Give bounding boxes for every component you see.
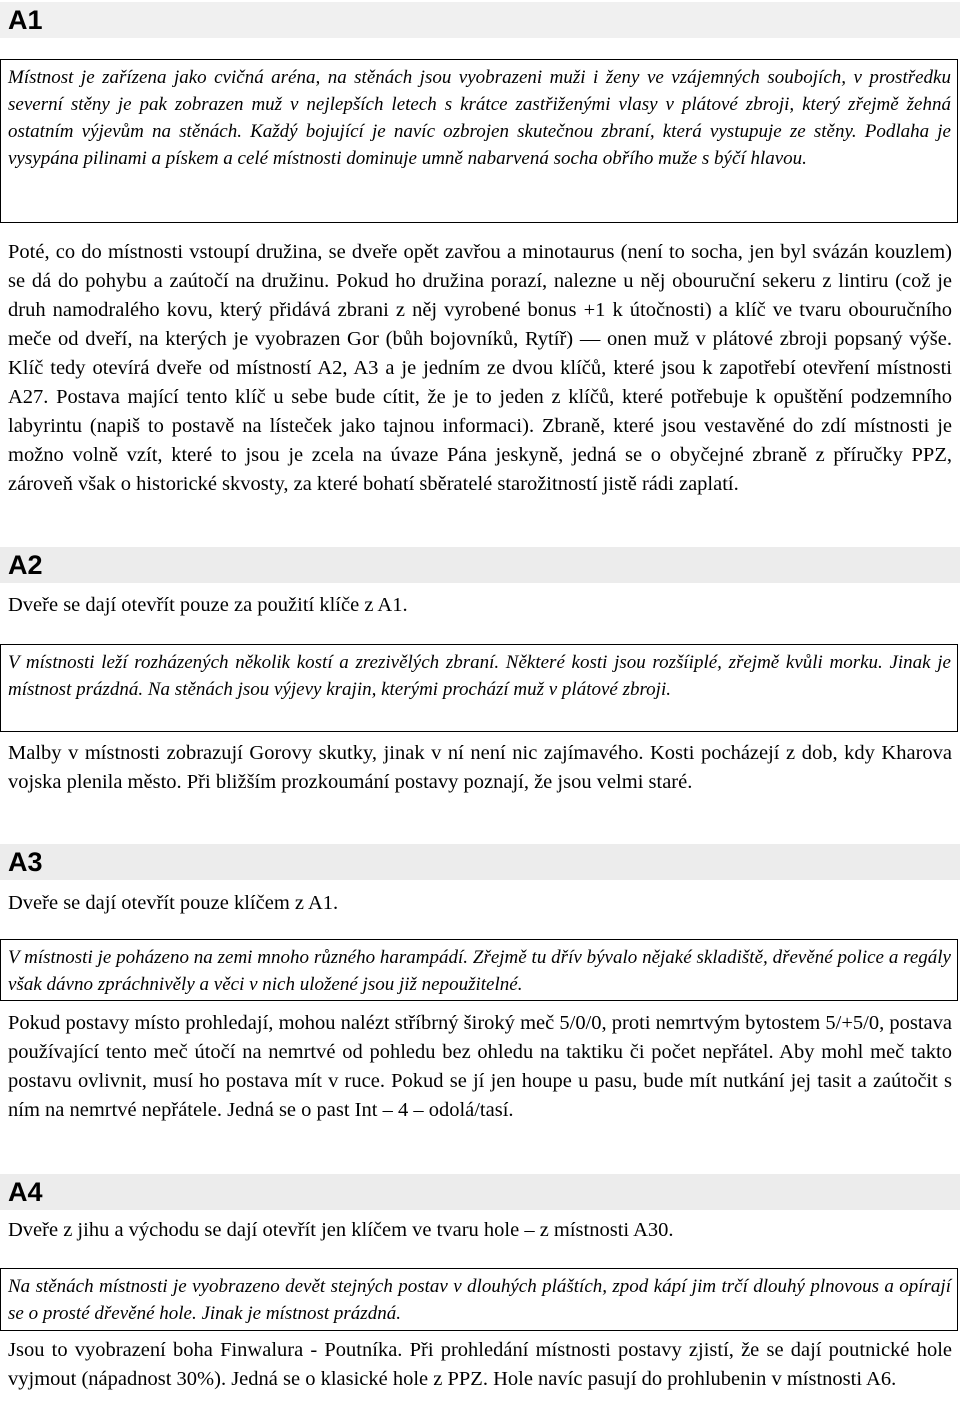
door-note-a4: Dveře z jihu a východu se dají otevřít jen klíčem ve tvaru hole – z místnosti A30. — [8, 1219, 674, 1241]
section-heading-a1: A1 — [0, 2, 960, 38]
section-heading-a4: A4 — [0, 1174, 960, 1210]
description-box-a4: Na stěnách místnosti je vyobrazeno devět stejných postav v dlouhých pláštích, zpod kápí jim trčí dlouhý plnovous a opírají se o prosté dřevěné hole. Jinak je místnost prázdná. — [0, 1268, 958, 1331]
body-paragraph-a4: Jsou to vyobrazení boha Finwalura - Poutníka. Při prohledání místnosti postavy zjistí, že se dají poutnické hole vyjmout (nápadnost 30%). Jedná se o klasické hole z PPZ. Hole navíc pasují do prohlubenin v místnosti A6. — [8, 1339, 952, 1390]
door-note-a3: Dveře se dají otevřít pouze klíčem z A1. — [8, 892, 339, 914]
section-heading-a3: A3 — [0, 844, 960, 880]
door-note-a2: Dveře se dají otevřít pouze za použití klíče z A1. — [8, 594, 408, 616]
description-box-a1: Místnost je zařízena jako cvičná aréna, na stěnách jsou vyobrazeni muži i ženy ve vzájemných soubojích, v prostředku severní stěny je pak zobrazen muž v nejlepších letech s krátce zastřiženými vlasy v plátové zbroji, který zřejmě žehná ostatním výjevům na stěnách. Každý bojující je navíc ozbrojen skutečnou zbraní, která vystupuje ze stěny. Podlaha je vysypána pilinami a pískem a celé místnosti dominuje umně nabarvená socha obřího muže s býčí hlavou. — [0, 59, 958, 223]
body-paragraph-a2: Malby v místnosti zobrazují Gorovy skutky, jinak v ní není nic zajímavého. Kosti pocházejí z dob, kdy Kharova vojska plenila město. Při bližším prozkoumání postavy poznají, že jsou velmi staré. — [8, 742, 952, 793]
body-paragraph-a3: Pokud postavy místo prohledají, mohou nalézt stříbrný široký meč 5/0/0, proti nemrtvým bytostem 5/+5/0, postava používající tento meč útočí na nemrtvé od pohledu bez ohledu na taktiku či počet nepřátel. Aby mohl meč takto postavu ovlivnit, musí ho postava mít v ruce. Pokud se jí jen houpe u pasu, bude mít nutkání jej tasit a zaútočit s ním na nemrtvé nepřátele. Jedná se o past Int – 4 – odolá/tasí. — [8, 1012, 952, 1121]
section-heading-a2: A2 — [0, 547, 960, 583]
body-paragraph-a1: Poté, co do místnosti vstoupí družina, se dveře opět zavřou a minotaurus (není to socha, jen byl svázán kouzlem) se dá do pohybu a zaútočí na družinu. Pokud ho družina porazí, nalezne u něj obouruční sekeru z lintiru (což je druh namodralého kovu, který přidává zbrani z něj vyrobené bonus +1 k útočnosti) a klíč ve tvaru obouručního meče od dveří, na kterých je vyobrazen Gor (bůh bojovníků, Rytíř) — onen muž v plátové zbroji popsaný výše. Klíč tedy otevírá dveře od místností A2, A3 a je jedním ze dvou klíčů, které jsou k zapotřebí otevření místnosti A27. Postava mající tento klíč u sebe bude cítit, že je to jeden z klíčů, které potřebuje k opuštění podzemního labyrintu (napiš to postavě na lísteček jako tajnou informaci). Zbraně, které jsou vestavěné do zdí místnosti je možno volně vzít, které to jsou je zcela na úvaze Pána jeskyně, jedná se o obyčejné zbraně z příručky PPZ, zároveň však o historické skvosty, za které bohatí sběratelé starožitností jistě rádi zaplatí. — [8, 241, 952, 495]
description-box-a3: V místnosti je poházeno na zemi mnoho různého harampádí. Zřejmě tu dřív bývalo nějaké skladiště, dřevěné police a regály však dávno zpráchnivěly a věci v nich uložené jsou již nepoužitelné. — [0, 939, 958, 1001]
description-box-a2: V místnosti leží rozházených několik kostí a zrezivělých zbraní. Některé kosti jsou rozšíiplé, zřejmě kvůli morku. Jinak je místnost prázdná. Na stěnách jsou výjevy krajin, kterými prochází muž v plátové zbroji. — [0, 644, 958, 732]
